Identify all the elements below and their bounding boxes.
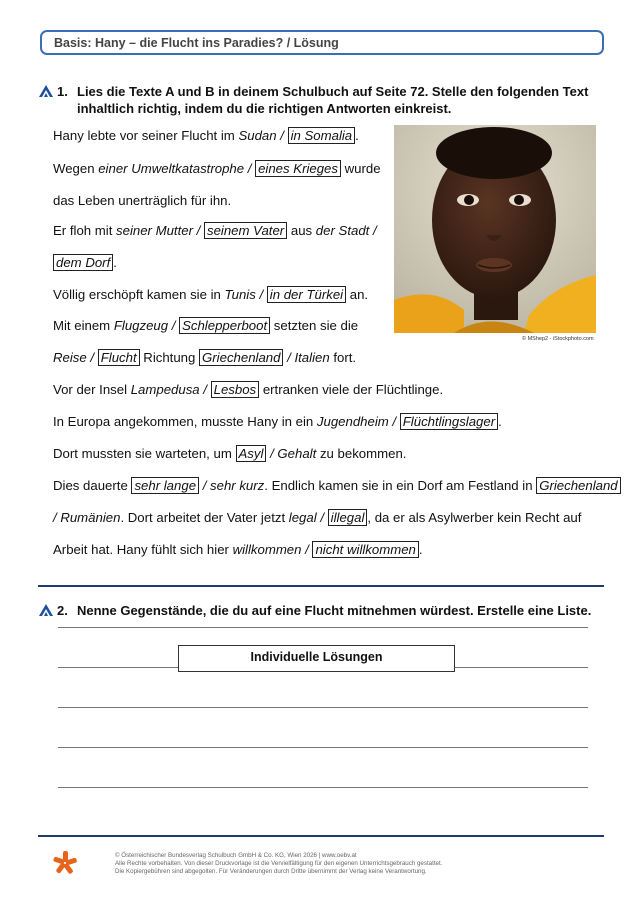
circled-answer: Flüchtlingslager: [400, 413, 498, 430]
writing-line: [58, 627, 588, 628]
solution-box: Individuelle Lösungen: [178, 645, 455, 672]
text-line-3: das Leben unerträglich für ihn.: [53, 193, 232, 208]
circled-answer: Lesbos: [211, 381, 260, 398]
task-1-line-1: Lies die Texte A und B in deinem Schulbuch auf Seite 72. Stelle den folgenden Text: [77, 84, 589, 99]
text-line-5: dem Dorf .: [53, 255, 117, 270]
circled-answer: dem Dorf: [53, 254, 113, 271]
circled-answer: Griechenland: [199, 349, 283, 366]
circled-answer: illegal: [328, 509, 368, 526]
circled-answer: in Somalia: [288, 127, 356, 144]
text-line-14: Arbeit hat. Hany fühlt sich hier willkommen / nicht willkommen .: [53, 542, 423, 557]
mountain-level-icon: [38, 603, 54, 617]
text-line-2: Wegen einer Umweltkatastrophe / eines Krieges wurde: [53, 161, 381, 176]
text-line-6: Völlig erschöpft kamen sie in Tunis / in der Türkei an.: [53, 287, 369, 302]
footer-divider: [38, 835, 604, 837]
mountain-level-icon: [38, 84, 54, 98]
text-line-4: Er floh mit seiner Mutter / seinem Vater aus der Stadt /: [53, 223, 377, 238]
task-1-number: 1.: [57, 84, 68, 99]
text-line-10: In Europa angekommen, musste Hany in ein Jugendheim / Flüchtlingslager .: [53, 414, 502, 429]
circled-answer: Schlepperboot: [179, 317, 270, 334]
text-line-13: / Rumänien. Dort arbeitet der Vater jetzt legal / illegal , da er als Asylwerber kein Recht auf: [53, 510, 582, 525]
task-2-number: 2.: [57, 603, 68, 618]
header-box: [40, 30, 604, 55]
circled-answer: seinem Vater: [204, 222, 287, 239]
writing-line: [58, 747, 588, 748]
text-line-9: Vor der Insel Lampedusa / Lesbos ertranken viele der Flüchtlinge.: [53, 382, 444, 397]
circled-answer: Griechenland: [536, 477, 620, 494]
writing-line: [58, 707, 588, 708]
circled-answer: eines Krieges: [255, 160, 341, 177]
text-line-12: Dies dauerte sehr lange / sehr kurz. Endlich kamen sie in ein Dorf am Festland in Griechenland: [53, 478, 621, 493]
section-divider: [38, 585, 604, 587]
page-title: Basis: Hany – die Flucht ins Paradies? / Lösung: [54, 36, 339, 50]
text-line-7: Mit einem Flugzeug / Schlepperboot setzten sie die: [53, 318, 359, 333]
task-1-line-2: inhaltlich richtig, indem du die richtigen Antworten einkreist.: [77, 101, 452, 116]
footer-text: © Österreichischer Bundesverlag Schulbuch GmbH & Co. KG, Wien 2026 | www.oebv.at Alle Rechte vorbehalten. Von dieser Druckvorlage ist die Vervielfältigung für den eigenen Unterrichtsgebrauch gestattet. Die Kopiergebühren sind abgegolten. Für Veränderungen durch Dritte übernimmt der Verlag keine Verantwortung.: [115, 852, 443, 876]
circled-answer: sehr lange: [131, 477, 199, 494]
circled-answer: Flucht: [98, 349, 140, 366]
circled-answer: in der Türkei: [267, 286, 346, 303]
photo-credit: © MShep2 - iStockphoto.com: [522, 336, 594, 342]
publisher-logo-icon: [52, 850, 78, 876]
task-2-text: Nenne Gegenstände, die du auf eine Flucht mitnehmen würdest. Erstelle eine Liste.: [77, 603, 592, 618]
boy-portrait-photo: [394, 125, 596, 333]
text-line-11: Dort mussten sie warteten, um Asyl / Gehalt zu bekommen.: [53, 446, 407, 461]
writing-line: [58, 787, 588, 788]
circled-answer: nicht willkommen: [312, 541, 418, 558]
text-line-1: Hany lebte vor seiner Flucht im Sudan / in Somalia .: [53, 128, 359, 143]
text-line-8: Reise / Flucht Richtung Griechenland / Italien fort.: [53, 350, 357, 365]
circled-answer: Asyl: [236, 445, 267, 462]
